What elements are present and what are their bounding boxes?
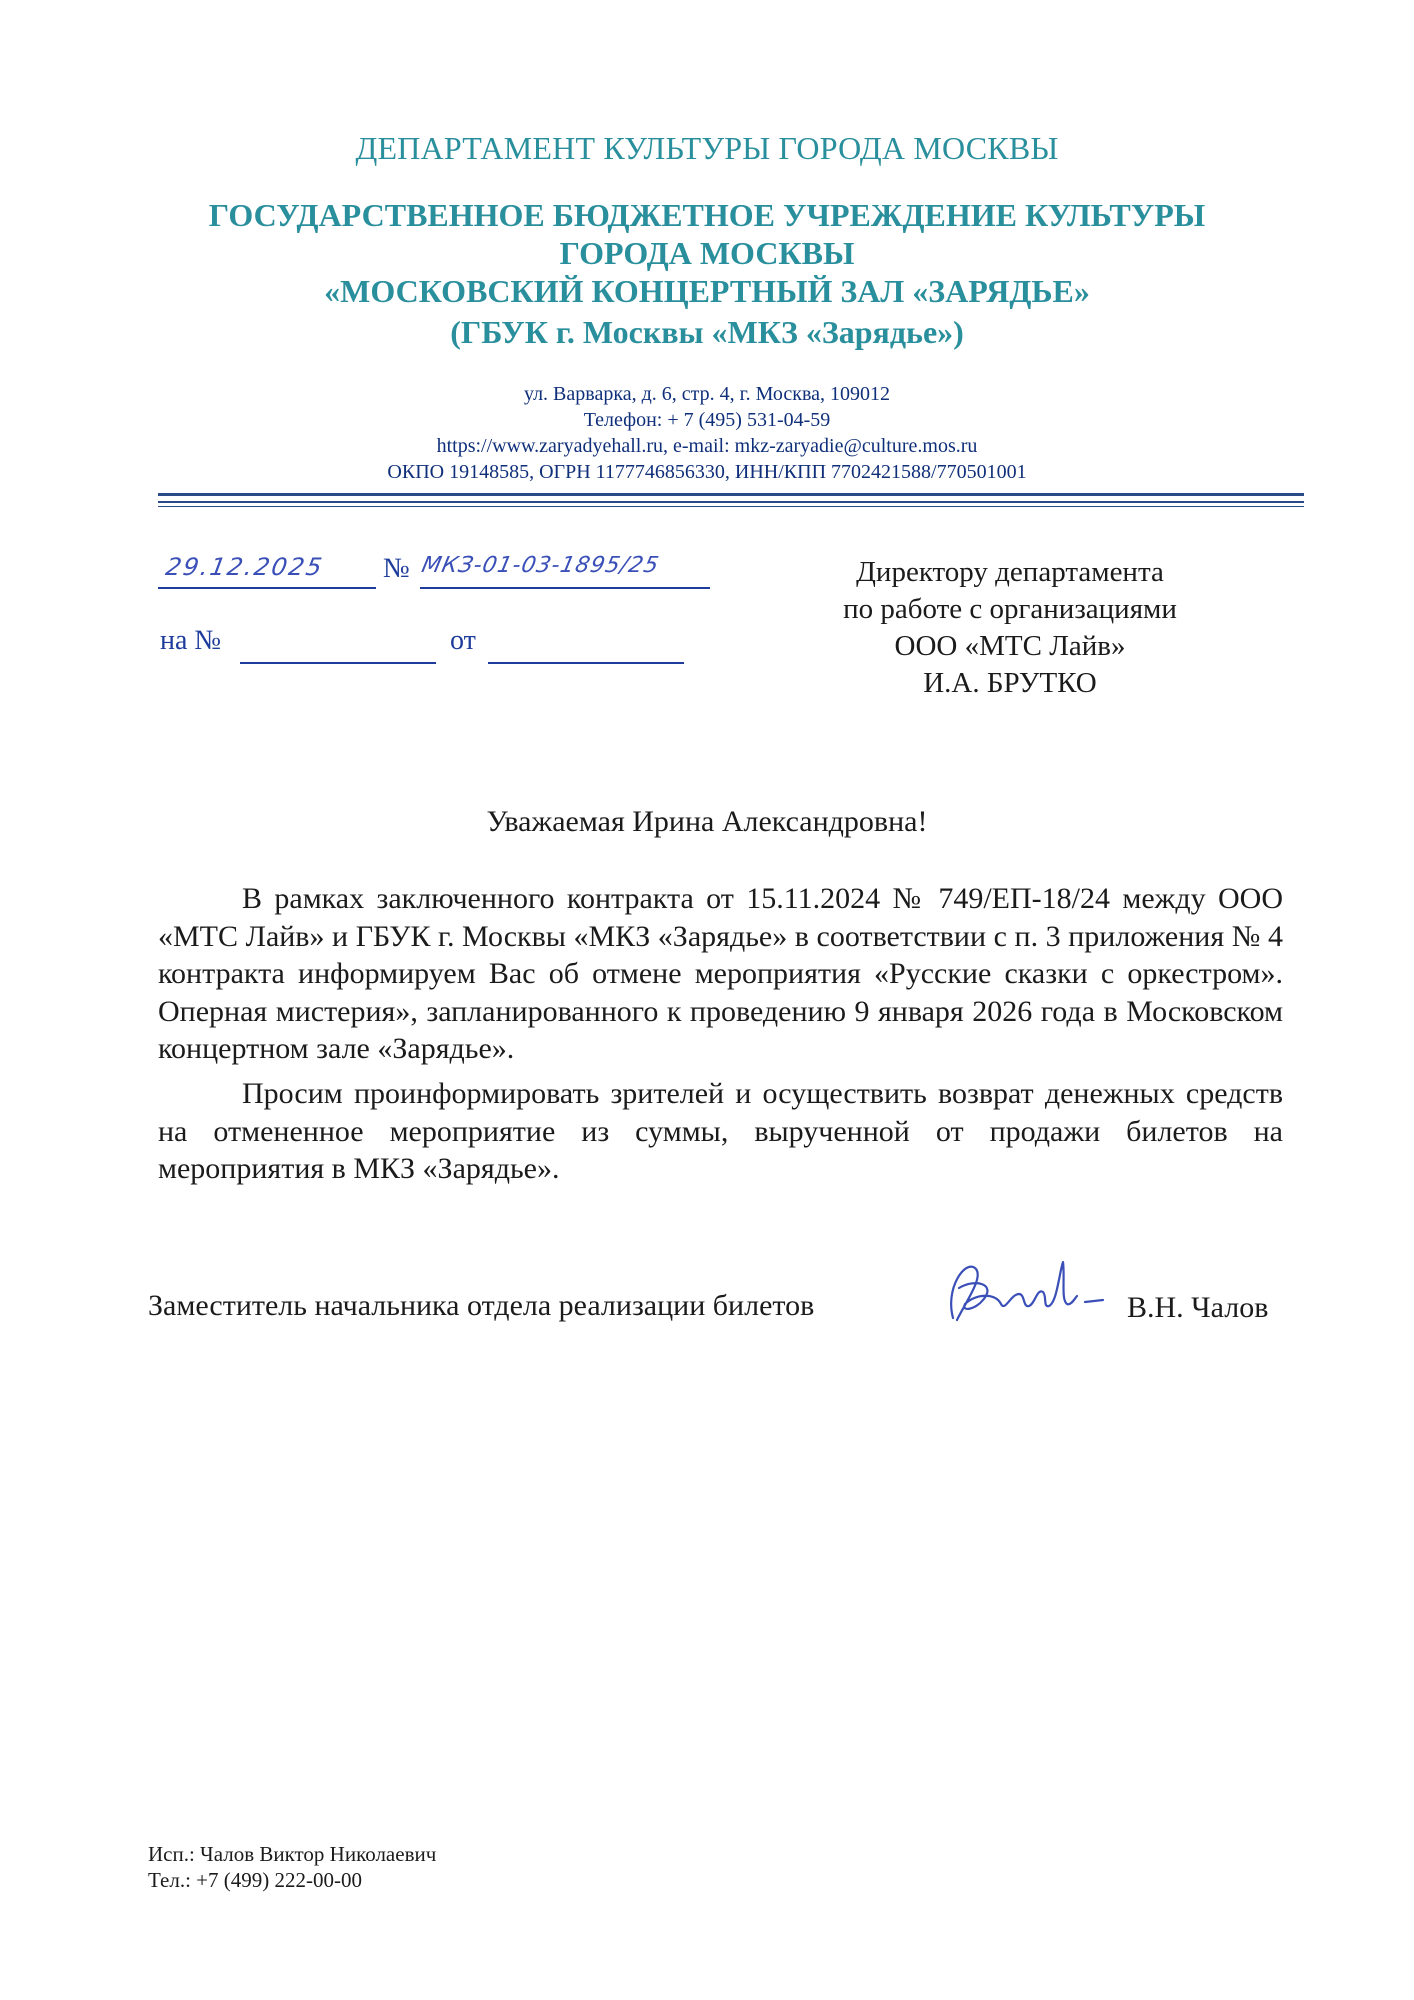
organization-address: ул. Варварка, д. 6, стр. 4, г. Москва, 109012 — [523, 383, 891, 405]
addressee-name: И.А. БРУТКО — [923, 667, 1097, 699]
organization-short-name: (ГБУК г. Москвы «МКЗ «Зарядье») — [450, 314, 964, 350]
outgoing-date-handwritten: 29.12.2025 — [163, 553, 326, 581]
reply-to-number-label: на № — [160, 625, 222, 656]
signatory-title: Заместитель начальника отдела реализации билетов — [148, 1289, 815, 1322]
reply-to-date-label: от — [450, 625, 476, 656]
header-divider — [158, 506, 1304, 507]
header-divider — [158, 493, 1304, 496]
body-paragraph: Просим проинформировать зрителей и осуществить возврат денежных средств на отмененное мероприятие из суммы, вырученной от продажи билетов на мероприятия в МКЗ «Зарядье». — [158, 1077, 1283, 1185]
executor-phone: Тел.: +7 (499) 222-00-00 — [148, 1868, 362, 1892]
organization-phone: Телефон: + 7 (495) 531-04-59 — [583, 409, 831, 431]
outgoing-number-handwritten: МКЗ-01-03-1895/25 — [419, 553, 662, 578]
outgoing-date-field — [158, 555, 376, 589]
organization-name-line3: «МОСКОВСКИЙ КОНЦЕРТНЫЙ ЗАЛ «ЗАРЯДЬЕ» — [324, 273, 1090, 309]
reply-to-number-field — [240, 632, 436, 664]
executor-name: Исп.: Чалов Виктор Николаевич — [148, 1842, 437, 1866]
organization-registry-codes: ОКПО 19148585, ОГРН 1177746856330, ИНН/КПП 7702421588/770501001 — [387, 461, 1027, 483]
body-paragraph: В рамках заключенного контракта от 15.11.2024 № 749/ЕП-18/24 между ООО «МТС Лайв» и ГБУК г. Москвы «МКЗ «Зарядье» в соответствии с п. 3 приложения № 4 контракта информируем Вас об отмене мероприятия «Русские сказки с оркестром». Оперная мистерия», запланированного к проведению 9 января 2026 года в Московском концертном зале «Зарядье». — [158, 882, 1283, 1065]
organization-web-email: https://www.zaryadyehall.ru, e-mail: mkz-zaryadie@culture.mos.ru — [436, 435, 978, 457]
organization-name-line1: ГОСУДАРСТВЕННОЕ БЮДЖЕТНОЕ УЧРЕЖДЕНИЕ КУЛЬТУРЫ — [208, 197, 1206, 233]
department-name: ДЕПАРТАМЕНТ КУЛЬТУРЫ ГОРОДА МОСКВЫ — [355, 130, 1059, 166]
reply-to-date-field — [488, 632, 684, 664]
organization-name-line2: ГОРОДА МОСКВЫ — [559, 235, 855, 271]
number-sign: № — [383, 553, 410, 584]
addressee-block — [800, 554, 1220, 702]
addressee-line: по работе с организациями — [843, 593, 1177, 625]
addressee-line: ООО «МТС Лайв» — [894, 630, 1126, 662]
addressee-line: Директору департамента — [856, 556, 1164, 588]
handwritten-signature — [935, 1248, 1115, 1338]
signatory-name: В.Н. Чалов — [1127, 1291, 1269, 1324]
header-divider — [158, 501, 1304, 503]
greeting: Уважаемая Ирина Александровна! — [486, 805, 928, 838]
outgoing-number-field — [420, 555, 710, 589]
